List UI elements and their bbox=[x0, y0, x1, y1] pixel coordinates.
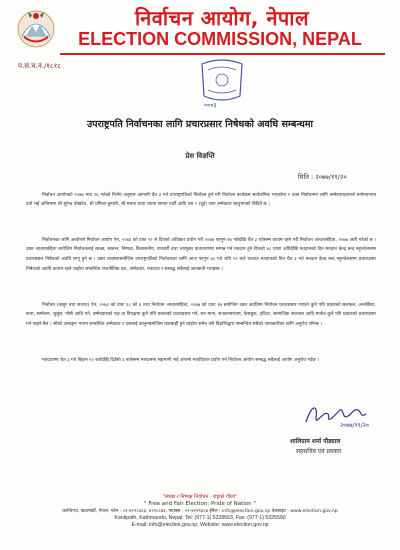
letterhead-footer bbox=[0, 494, 400, 529]
release-date: मिति : २०७७/११/२० bbox=[298, 173, 347, 181]
commission-title-english: ELECTION COMMISSION, NEPAL bbox=[78, 29, 362, 49]
body-paragraph: निर्वाचन (कसुर तथा सजाय) ऐन, २०७३ को दफा १८ को ४ तथा निर्वाचन आचारसंहिता, २०७७ को दफा १७ बमोजिम उक्त अवधिमा निर्वाचन प्रचारप्रसार गराउने कुनै पनि प्रकारको छलफल, अन्तर्क्रिया, सभा, सम्मेलन, जुलुस, गोष्ठी आदि गर्न, उम्मेदवारको पक्ष वा विपक्षमा कुनै पनि प्रकारको प्रचारप्रसार गर्न, मत माग्न, सञ्चारमाध्यम, फेसबुक, ट्विटर, सामाजिक सञ्जाल आदि मार्फत कुनै पनि प्रकारको प्रचारप्रसार गर्न पाइने छैन । सोको उल्लङ्घन भएमा सम्बन्धित उम्मेदवार र दललाई कानुनबमोजिम कारबाही हुने व्यहोरा समेत यसै विज्ञप्तिद्वारा सम्बन्धित सबैको जानकारीका लागि अनुरोध गरिन्छ । bbox=[26, 302, 376, 327]
body-paragraph: निर्वाचनका लागि आयोगले निर्वाचन आयोग ऐन, २०७३ को दफा २२ ले दिएको अधिकार प्रयोग गरी २०७७ फागुन १७ गतेदेखि चैत ३ गतेसम्म कायम रहने गरी निर्वाचन आचारसंहिता, २०७७ जारी गरेको छ । उक्त आचारसंहिता बमोजिम निर्वाचनलाई स्वच्छ, स्वतन्त्र, निष्पक्ष, विश्वसनीय, पारदर्शी तथा भयमुक्त वातावरणमा सम्पन्न गर्न मतदान हुने दिनको ४८ घण्टा अघिदेखि मतदानको दिन मतदान केन्द्र बन्द नहुन्जेलसम्म प्रचारप्रसार निषेधको अवधि लागू हुने छ । उक्त व्यवस्थाबमोजिम उपराष्ट्रपतिको निर्वाचनका लागि आज फागुन ३० गते राति १२ बजे पश्चात मतदानको दिन चैत ३ गते मतदान केन्द्र बन्द नहुन्जेलसम्म प्रचारप्रसार निषेधको अवधि कायम रहने व्यहोरा सम्बन्धित राजनीतिक दल, उम्मेदवार, मतदाता र सम्बद्ध सबैलाई जानकारी गराइन्छ । bbox=[26, 237, 376, 272]
footer-slogan-nepali: "स्वच्छ र निष्पक्ष निर्वाचन : राष्ट्रको गौरव" bbox=[162, 494, 238, 500]
header-divider bbox=[60, 53, 385, 55]
body-paragraph: मतदातामा चैत ३ गते बिहान १० बजेदेखि दिउँसो ३ बजेसम्म मतदानमा सहभागी भई आफ्नो मताधिकार प्रयोग गर्न निर्वाचन आयोग सम्बद्ध सबैलाई आयोग अनुरोध गर्दछ । bbox=[42, 357, 319, 363]
signatory-title: सहसचिव एवं प्रवक्ता bbox=[296, 448, 342, 455]
footer-address-nepali: कान्तिपथ, काठमाडौं, नेपाल, फोन : ०१-४२२८६६३, ४२२८८७३, फ्याक्स : ०१-४२२९४८७ ईमेल : info@election.gov.np वेबसाइट : www.election.gov.np bbox=[62, 509, 338, 514]
press-release-title: प्रेस विज्ञप्ति bbox=[185, 152, 215, 160]
stamp-number: ०००३ bbox=[204, 102, 217, 109]
footer-contact: E-mail: info@election.gov.np, Website: www.election.gov.np bbox=[131, 522, 269, 528]
body-paragraph: निर्वाचन आयोगको २०७७ माघ १६ गतेको निर्णय अनुसार आगामी चैत ३ गते उपराष्ट्रपतिको निर्वाचन हुने गरी निर्वाचन कार्यक्रम सार्वजनिक भएकोमा २ उक्त निर्वाचनमा लागि उम्मेदवारहरूको मनोनयनपत्र दर्ता भई अन्तिममा श्री सुरेन्द्र पोखरेल, श्री प्रमिला कुमारी, श्री ममता थापा राप्रपा समता पार्टी आदि यस २ (दुई) जना उम्मेदवार रहनुभएको विदितै छ । bbox=[26, 192, 376, 208]
reference-number: प.सं.च.नं./१८१८ bbox=[18, 62, 61, 70]
nepal-emblem-icon bbox=[14, 6, 58, 50]
subject-heading: उपराष्ट्रपति निर्वाचनका लागि प्रचारप्रसार निषेधको अवधि सम्बन्धमा bbox=[86, 119, 314, 130]
commission-title-nepali: निर्वाचन आयोग, नेपाल bbox=[134, 6, 310, 30]
footer-address-english: Kantipath, Kathmandu, Nepal, Tel: (977-1) 5328663, Fax: (977-1) 5325590 bbox=[114, 515, 286, 521]
footer-slogan-english: " Free and Fair Election: Pride of Nation " bbox=[144, 501, 256, 507]
signatory-name: शालिग्राम शर्मा पौड्याल bbox=[290, 438, 341, 445]
handwritten-signature bbox=[300, 400, 370, 430]
signature-date: २०७७/११/२० bbox=[340, 422, 370, 429]
